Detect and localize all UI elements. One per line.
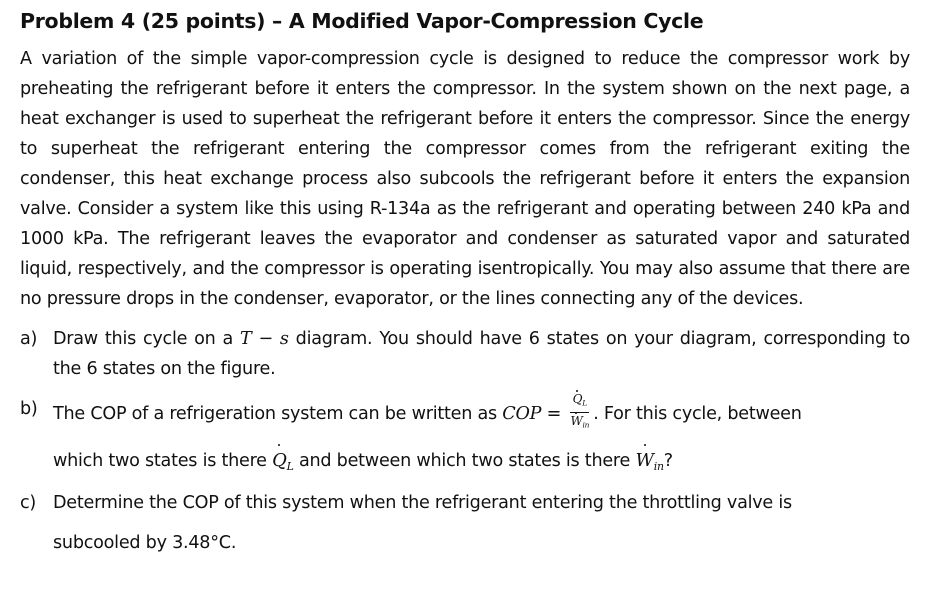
w-dot-inline: W (635, 446, 653, 476)
w-sub-inline: in (653, 460, 664, 473)
part-a-text-before: Draw this cycle on a (53, 329, 241, 349)
part-b-line2 (53, 446, 910, 482)
part-a (20, 324, 910, 384)
fraction-numerator (570, 392, 589, 413)
part-a-math: T − s (240, 329, 289, 349)
q-dot-inline: Q (272, 446, 287, 476)
cop-symbol: COP (502, 404, 542, 425)
problem-title: Problem 4 (25 points) – A Modified Vapor-Compression Cycle (20, 9, 704, 33)
part-a-text-after: diagram. You should have 6 states on your diagram, corresponding to the 6 states on the figure. (53, 329, 910, 379)
part-c-letter: c) (20, 493, 37, 513)
part-b-line2-before: which two states is there (53, 451, 273, 472)
cop-fraction (570, 392, 589, 432)
part-a-letter: a) (20, 329, 38, 349)
fraction-denominator (570, 413, 589, 433)
part-b-line2-end: ? (663, 451, 673, 472)
q-sub-numerator: L (582, 398, 587, 408)
problem-intro: A variation of the simple vapor-compression cycle is designed to reduce the compressor work by preheating the refrigerant before it enters the compressor. In the system shown on the next page, a heat exchanger is used to superheat the refrigerant before it enters the compressor. Since the energy to superheat the refrigerant entering the compressor comes from the refrigerant exiting the condenser, this heat exchange process also subcools the refrigerant before it enters the expansion valve. Consider a system like this using R-134a as the refrigerant and operating between 240 kPa and 1000 kPa. The refrigerant leaves the evaporator and condenser as saturated vapor and saturated liquid, respectively, and the compressor is operating isentropically. You may also assume that there are no pressure drops in the condenser, evaporator, or the lines connecting any of the devices. (20, 49, 910, 309)
part-b-text-before: The COP of a refrigeration system can be written as (53, 404, 503, 425)
part-b-letter: b) (20, 399, 38, 419)
part-b-text-after: . For this cycle, between (593, 404, 802, 425)
q-dot-numerator: Q (572, 392, 583, 406)
w-sub-denominator: in (582, 420, 590, 430)
part-c-text-line2: subcooled by 3.48°C. (53, 533, 237, 553)
q-sub-inline: L (286, 460, 294, 473)
part-c (20, 488, 910, 558)
part-c-text-line1: Determine the COP of this system when the refrigerant entering the throttling valve is (53, 493, 792, 513)
problem-page (20, 6, 910, 558)
part-b (20, 394, 910, 482)
part-b-line2-mid: and between which two states is there (293, 451, 636, 472)
equals-sign: = (541, 404, 567, 425)
w-dot-denominator: W (570, 413, 583, 428)
